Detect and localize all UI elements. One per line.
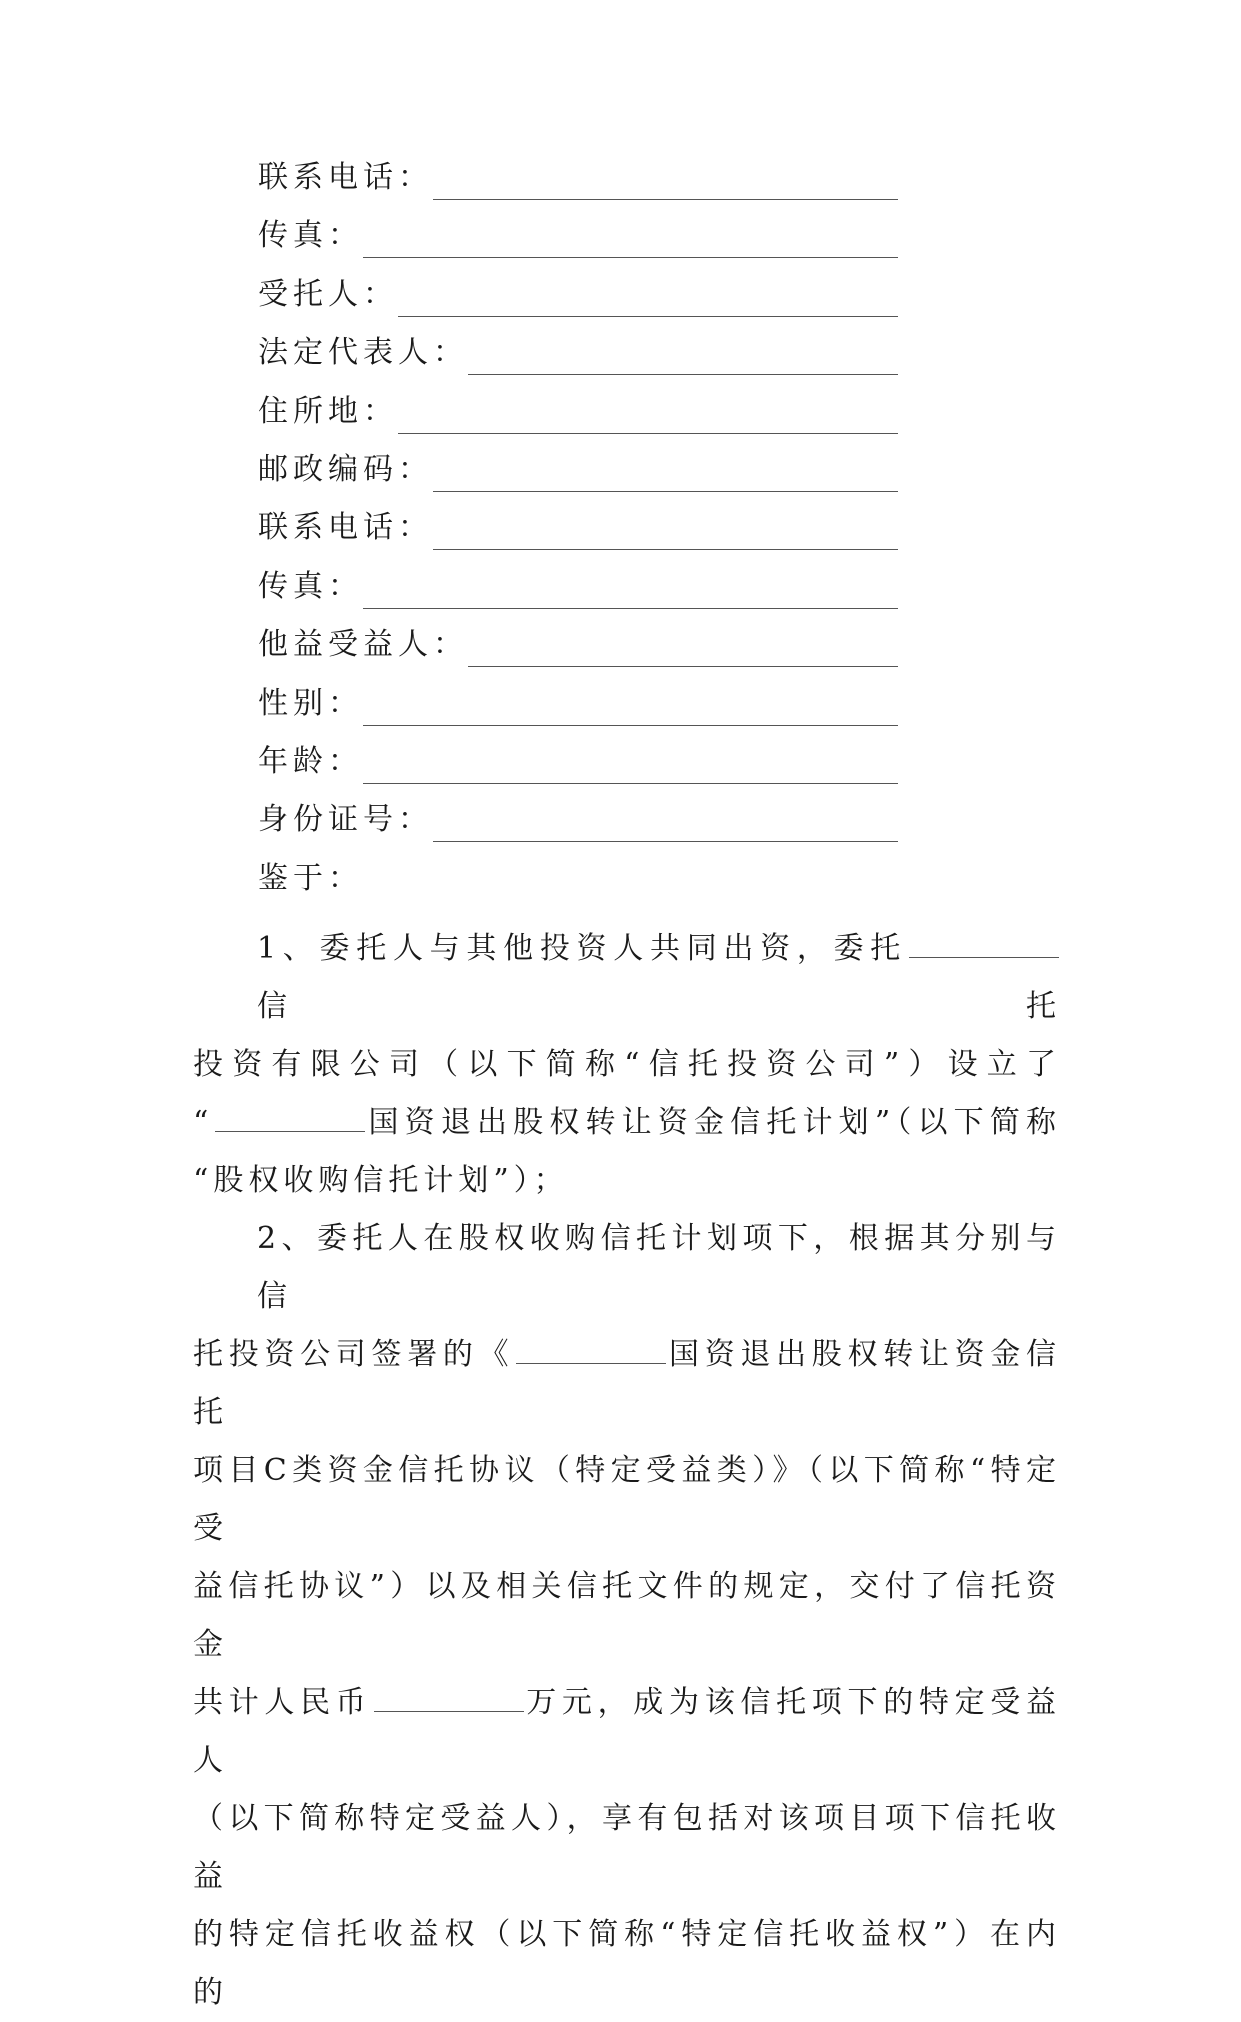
field-label: 性别： (258, 685, 363, 721)
blank-line (363, 218, 898, 258)
blank-line (363, 569, 898, 609)
text-line: 的特定信托收益权（以下简称“特定信托收益权”）在内的 (193, 1917, 1061, 2010)
text-run: 共计人民币 (193, 1685, 372, 1720)
blank-line (374, 1679, 524, 1712)
text-line: 项目C类资金信托协议（特定受益类）》（以下简称“特定受 (193, 1453, 1061, 1546)
text-line (193, 1674, 1061, 1790)
field-label: 身份证号： (258, 802, 433, 838)
field-label: 传真： (258, 218, 363, 254)
text-line (193, 1326, 1061, 1442)
blank-line (433, 452, 898, 492)
blank-line (468, 335, 898, 375)
blank-line (363, 744, 898, 784)
text-line (193, 920, 1061, 1036)
field-fax-2 (258, 567, 898, 625)
blank-line (398, 394, 898, 434)
text-run: 信托 (257, 989, 1061, 1024)
field-label: 住所地： (258, 393, 398, 429)
recitals-body (193, 920, 1061, 2022)
text-line: 投资有限公司（以下简称“信托投资公司”）设立了 (193, 1047, 1061, 1082)
field-phone (258, 158, 898, 216)
party-info-fields (258, 158, 898, 917)
field-trustee (258, 275, 898, 333)
text-line (193, 1094, 1061, 1152)
field-label: 联系电话： (258, 160, 433, 195)
text-run: 万元，成为该信托项下的特定受益人 (193, 1685, 1061, 1778)
text-run: 托投资公司签署的《 (193, 1337, 515, 1372)
text-line: （以下简称特定受益人），享有包括对该项目项下信托收益 (193, 1801, 1061, 1894)
blank-line (433, 160, 898, 200)
whereas-heading (258, 859, 898, 917)
recital-paragraph-2 (193, 1210, 1061, 2022)
text-line: “股权收购信托计划”）； (193, 1163, 569, 1198)
field-other-beneficiary (258, 625, 898, 683)
blank-line (433, 802, 898, 842)
text-line: 益信托协议”）以及相关信托文件的规定，交付了信托资金 (193, 1569, 1061, 1662)
field-label: 鉴于： (258, 860, 363, 896)
field-gender (258, 684, 898, 742)
blank-line (433, 510, 898, 550)
field-age (258, 742, 898, 800)
text-run: 国资退出股权转让资金信托 (193, 1337, 1062, 1430)
blank-line (398, 277, 898, 317)
blank-line (363, 686, 898, 726)
field-label: 邮政编码： (258, 451, 433, 487)
field-postal-code (258, 450, 898, 508)
field-fax (258, 216, 898, 274)
field-phone-2 (258, 508, 898, 566)
field-label: 联系电话： (258, 510, 433, 546)
text-run: 1、委托人与其他投资人共同出资，委托 (257, 931, 907, 966)
field-address (258, 392, 898, 450)
field-label: 受托人： (258, 276, 398, 312)
recital-paragraph-1 (193, 920, 1061, 1210)
blank-line (909, 925, 1059, 958)
text-run: “ (193, 1105, 214, 1140)
field-label: 年龄： (258, 743, 363, 779)
field-id-number (258, 800, 898, 858)
field-label: 法定代表人： (258, 335, 468, 371)
blank-line (215, 1099, 365, 1132)
text-run: 国资退出股权转让资金信托计划”（以下简称 (367, 1105, 1061, 1140)
field-legal-representative (258, 333, 898, 391)
field-label: 他益受益人： (258, 627, 468, 663)
text-line: 2、委托人在股权收购信托计划项下，根据其分别与信 (257, 1221, 1061, 1314)
blank-line (468, 627, 898, 667)
blank-line (516, 1331, 666, 1364)
field-label: 传真： (258, 568, 363, 604)
